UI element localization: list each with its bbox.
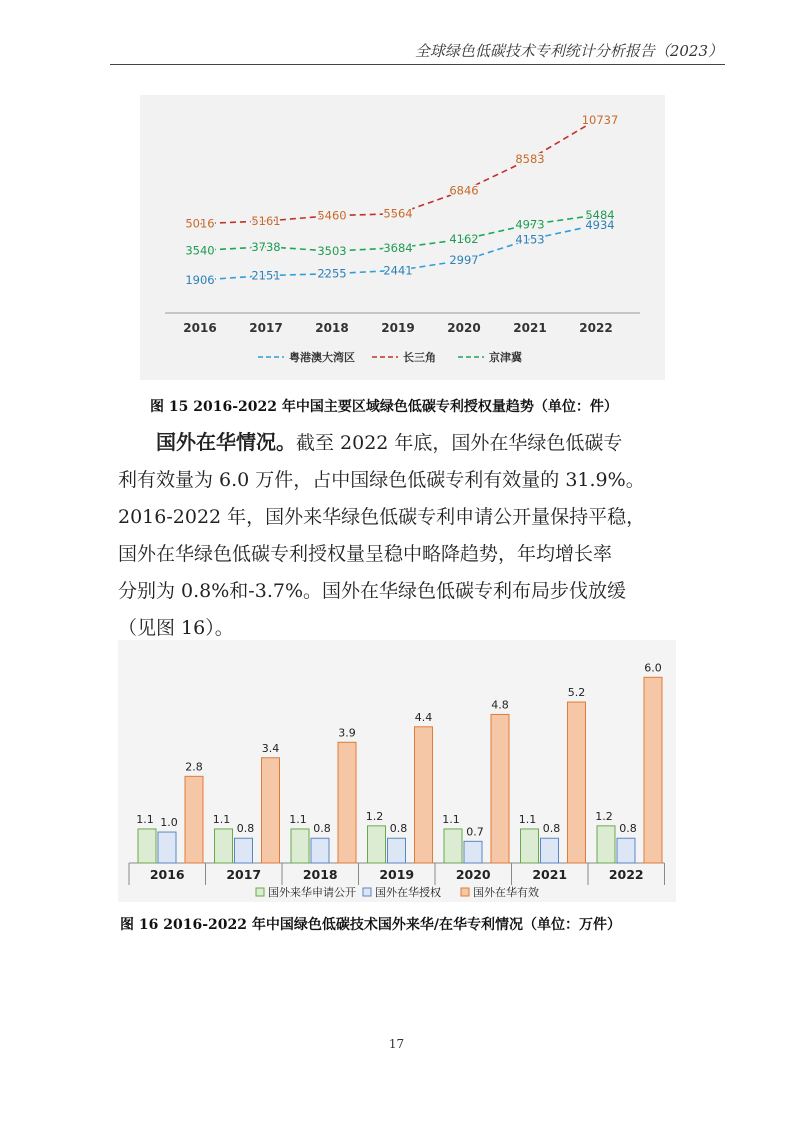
data-label: 1.2 (595, 809, 613, 823)
data-label: 2441 (383, 263, 413, 278)
x-tick-label: 2022 (579, 321, 613, 335)
data-label: 3684 (383, 240, 413, 255)
data-label: 1906 (185, 273, 215, 287)
data-label: 4.4 (414, 710, 433, 724)
legend-swatch-1 (256, 888, 264, 896)
paragraph-line-3: 2016-2022 年，国外来华绿色低碳专利申请公开量保持平稳， (118, 506, 646, 528)
x-tick-label: 2016 (149, 867, 185, 882)
page-number: 17 (388, 1037, 405, 1051)
data-label: 5484 (585, 208, 615, 223)
header-divider (110, 64, 725, 65)
body-paragraph (118, 424, 678, 647)
legend-label-1: 粤港澳大湾区 (289, 351, 355, 364)
bar-1 (291, 829, 309, 863)
x-tick-label: 2018 (315, 321, 349, 335)
paragraph-lead: 国外在华情况。 (156, 430, 296, 454)
bar-3 (338, 742, 356, 863)
data-label: 3503 (317, 244, 347, 259)
data-label: 1.2 (365, 809, 384, 823)
x-tick-label: 2022 (608, 867, 644, 882)
data-label: 6.0 (644, 661, 662, 675)
report-header-title: 全球绿色低碳技术专利统计分析报告（2023） (414, 42, 723, 60)
x-tick-label: 2018 (302, 867, 338, 882)
data-label: 4973 (515, 217, 545, 232)
x-tick-label: 2016 (183, 321, 217, 335)
legend-swatch-2 (363, 888, 371, 896)
data-label: 5016 (185, 216, 215, 231)
data-label: 0.8 (542, 822, 561, 836)
data-label: 4153 (515, 232, 545, 247)
legend-label-2: 国外在华授权 (375, 886, 441, 899)
data-label: 1.1 (442, 812, 460, 826)
paragraph-line-5: 分别为 0.8%和-3.7%。国外在华绿色低碳专利布局步伐放缓 (118, 580, 627, 602)
data-label: 0.8 (389, 822, 408, 836)
x-tick-label: 2019 (381, 321, 415, 335)
data-label: 0.8 (236, 822, 255, 836)
bar-1 (444, 829, 462, 863)
legend-label-1: 国外来华申请公开 (268, 886, 356, 899)
data-label: 5460 (317, 208, 347, 223)
data-label: 0.7 (466, 825, 484, 839)
x-tick-label: 2017 (249, 321, 283, 335)
data-label: 1.1 (518, 812, 537, 826)
legend-label-3: 国外在华有效 (473, 886, 539, 899)
bar-3 (262, 758, 280, 863)
bar-chart-foreign-patents (118, 640, 676, 902)
bar-2 (158, 832, 176, 863)
x-tick-label: 2019 (379, 867, 415, 882)
paragraph-line-4: 国外在华绿色低碳专利授权量呈稳中略降趋势，年均增长率 (118, 543, 613, 565)
data-label: 3.4 (261, 741, 280, 755)
bar-2 (235, 838, 253, 863)
bar-1 (521, 829, 539, 863)
x-tick-label: 2021 (532, 867, 568, 882)
data-label: 1.1 (136, 812, 154, 826)
data-label: 1.1 (289, 812, 307, 826)
legend-label-3: 京津冀 (489, 351, 522, 364)
bar-1 (215, 829, 233, 863)
data-label: 5.2 (567, 686, 586, 700)
data-label: 2997 (449, 253, 479, 268)
bar-3 (568, 702, 586, 863)
data-label: 3.9 (338, 726, 356, 740)
data-label: 1.0 (160, 816, 178, 830)
bar-3 (491, 714, 509, 863)
legend-label-2: 长三角 (403, 351, 436, 364)
x-tick-label: 2021 (513, 321, 547, 335)
data-label: 5161 (251, 214, 281, 229)
bar-2 (617, 838, 635, 863)
bar-2 (388, 838, 406, 863)
bar-2 (311, 838, 329, 863)
x-tick-label: 2020 (447, 321, 481, 335)
data-label: 0.8 (313, 822, 331, 836)
data-label: 2151 (251, 268, 281, 283)
bar-2 (464, 841, 482, 863)
legend-swatch-3 (461, 888, 469, 896)
data-label: 5564 (383, 206, 413, 221)
x-tick-label: 2020 (455, 867, 491, 882)
data-label: 0.8 (619, 822, 637, 836)
paragraph-line-1 (118, 424, 678, 462)
figure-15-caption: 图 15 2016-2022 年中国主要区域绿色低碳专利授权量趋势（单位：件） (150, 399, 618, 415)
paragraph-text-1: 截至 2022 年底，国外在华绿色低碳专 (296, 432, 623, 454)
bar-3 (415, 727, 433, 863)
bar-3 (644, 677, 662, 863)
data-label: 3540 (185, 243, 215, 258)
data-label: 6846 (449, 183, 479, 198)
data-label: 2.8 (185, 760, 203, 774)
line-chart-regional-trend (140, 95, 665, 380)
figure-16-caption: 图 16 2016-2022 年中国绿色低碳技术国外来华/在华专利情况（单位：万件） (120, 917, 621, 933)
data-label: 10737 (581, 113, 619, 127)
data-label: 2255 (317, 266, 347, 281)
data-label: 4934 (585, 218, 615, 233)
data-label: 8583 (515, 152, 545, 167)
paragraph-line-2: 利有效量为 6.0 万件，占中国绿色低碳专利有效量的 31.9%。 (118, 469, 645, 491)
data-label: 1.1 (212, 812, 231, 826)
x-tick-label: 2017 (226, 867, 262, 882)
paragraph-line-6: （见图 16）。 (118, 617, 234, 639)
bar-1 (597, 826, 615, 863)
bar-1 (368, 826, 386, 863)
data-label: 4.8 (491, 698, 509, 712)
bar-3 (185, 776, 203, 863)
data-label: 4162 (449, 232, 479, 247)
bar-2 (541, 838, 559, 863)
bar-1 (138, 829, 156, 863)
data-label: 3738 (251, 239, 281, 254)
